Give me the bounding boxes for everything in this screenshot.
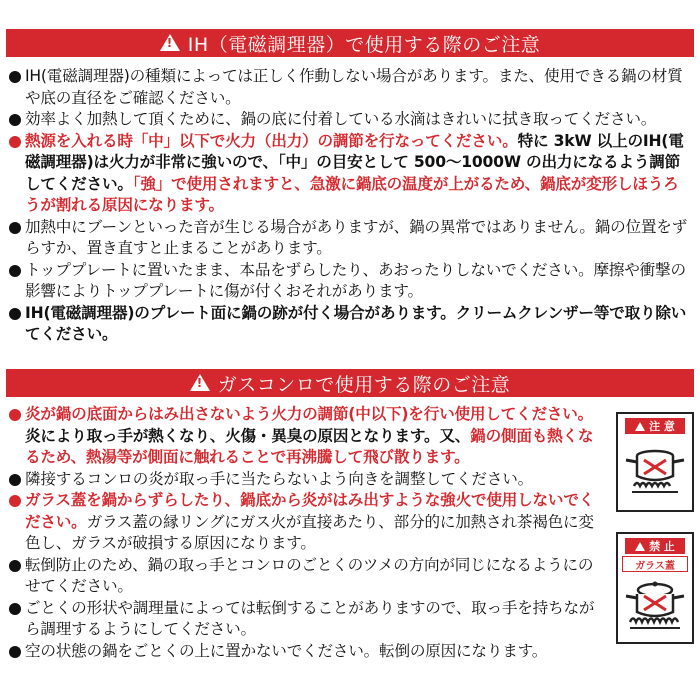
list-item: トッププレートに置いたまま、本品をずらしたり、あおったりしないでください。摩擦や衝撃の影響によりトッププレートに傷が付くおそれがあります。 <box>8 260 692 303</box>
glass-lid-flame-prohibited-icon <box>622 576 688 644</box>
prohibited-badge <box>616 532 694 644</box>
list-item: IH(電磁調理器)のプレート面に鍋の跡が付く場合があります。クリームクレンザー等で取り除いてください。 <box>8 303 692 346</box>
warning-icon <box>160 34 180 51</box>
prohibited-tag: 禁 止 <box>625 538 685 554</box>
list-item: 隣接するコンロの炎が取っ手に当たらないよう向きを調整してください。 <box>8 469 606 491</box>
list-item: IH(電磁調理器)の種類によっては正しく作動しない場合があります。また、使用できる鍋の材質や底の直径をご確認ください。 <box>8 66 692 109</box>
list-item: 空の状態の鍋をごとくの上に置かないでください。転倒の原因になります。 <box>8 641 606 663</box>
gas-notes-list <box>8 404 606 662</box>
glass-lid-label: ガラス蓋 <box>622 556 688 572</box>
warning-icon <box>635 422 645 431</box>
warning-icon <box>635 542 645 551</box>
gas-section-title: ガスコンロで使用する際のご注意 <box>217 373 511 396</box>
caution-badge <box>616 412 694 512</box>
ih-section-title: IH（電磁調理器）で使用する際のご注意 <box>187 33 541 56</box>
gas-section-header <box>6 369 694 397</box>
list-item: ごとくの形状や調理量によっては転倒することがありますので、取っ手を持ちながら調理するようにしてください。 <box>8 598 606 641</box>
ih-notes-list <box>8 66 692 346</box>
pot-flame-prohibited-icon <box>622 438 688 508</box>
list-item: 効率よく加熱して頂くために、鍋の底に付着している水滴はきれいに拭き取ってください。 <box>8 109 692 131</box>
caution-tag: 注 意 <box>625 418 685 434</box>
ih-section-header <box>6 29 694 57</box>
list-item: 加熱中にブーンといった音が生じる場合がありますが、鍋の異常ではありません。鍋の位置をずらすか、置き直すと止まることがあります。 <box>8 217 692 260</box>
list-item: 炎が鍋の底面からはみ出さないよう火力の調節(中以下)を行い使用してください。炎により取っ手が熱くなり、火傷・異臭の原因となります。又、鍋の側面も熱くなるため、熱湯等が側面に触れることで再沸騰して飛び散ります。 <box>8 404 606 469</box>
warning-icon <box>190 374 210 391</box>
list-item: ガラス蓋を鍋からずらしたり、鍋底から炎がはみ出すような強火で使用しないでください。ガラス蓋の縁リングにガス火が直接あたり、部分的に加熱され茶褐色に変色し、ガラスが破損する原因になります。 <box>8 490 606 555</box>
list-item: 転倒防止のため、鍋の取っ手とコンロのごとくのツメの方向が同じになるようにのせてください。 <box>8 555 606 598</box>
list-item: 熱源を入れる時「中」以下で火力（出力）の調節を行なってください。特に 3kW 以上のIH(電磁調理器)は火力が非常に強いので、「中」の目安として 500～1000W の出力になるよう調節してください。「強」で使用されますと、急激に鍋底の温度が上がるため、鍋底が変形しほうろうが割れる原因になります。 <box>8 131 692 217</box>
